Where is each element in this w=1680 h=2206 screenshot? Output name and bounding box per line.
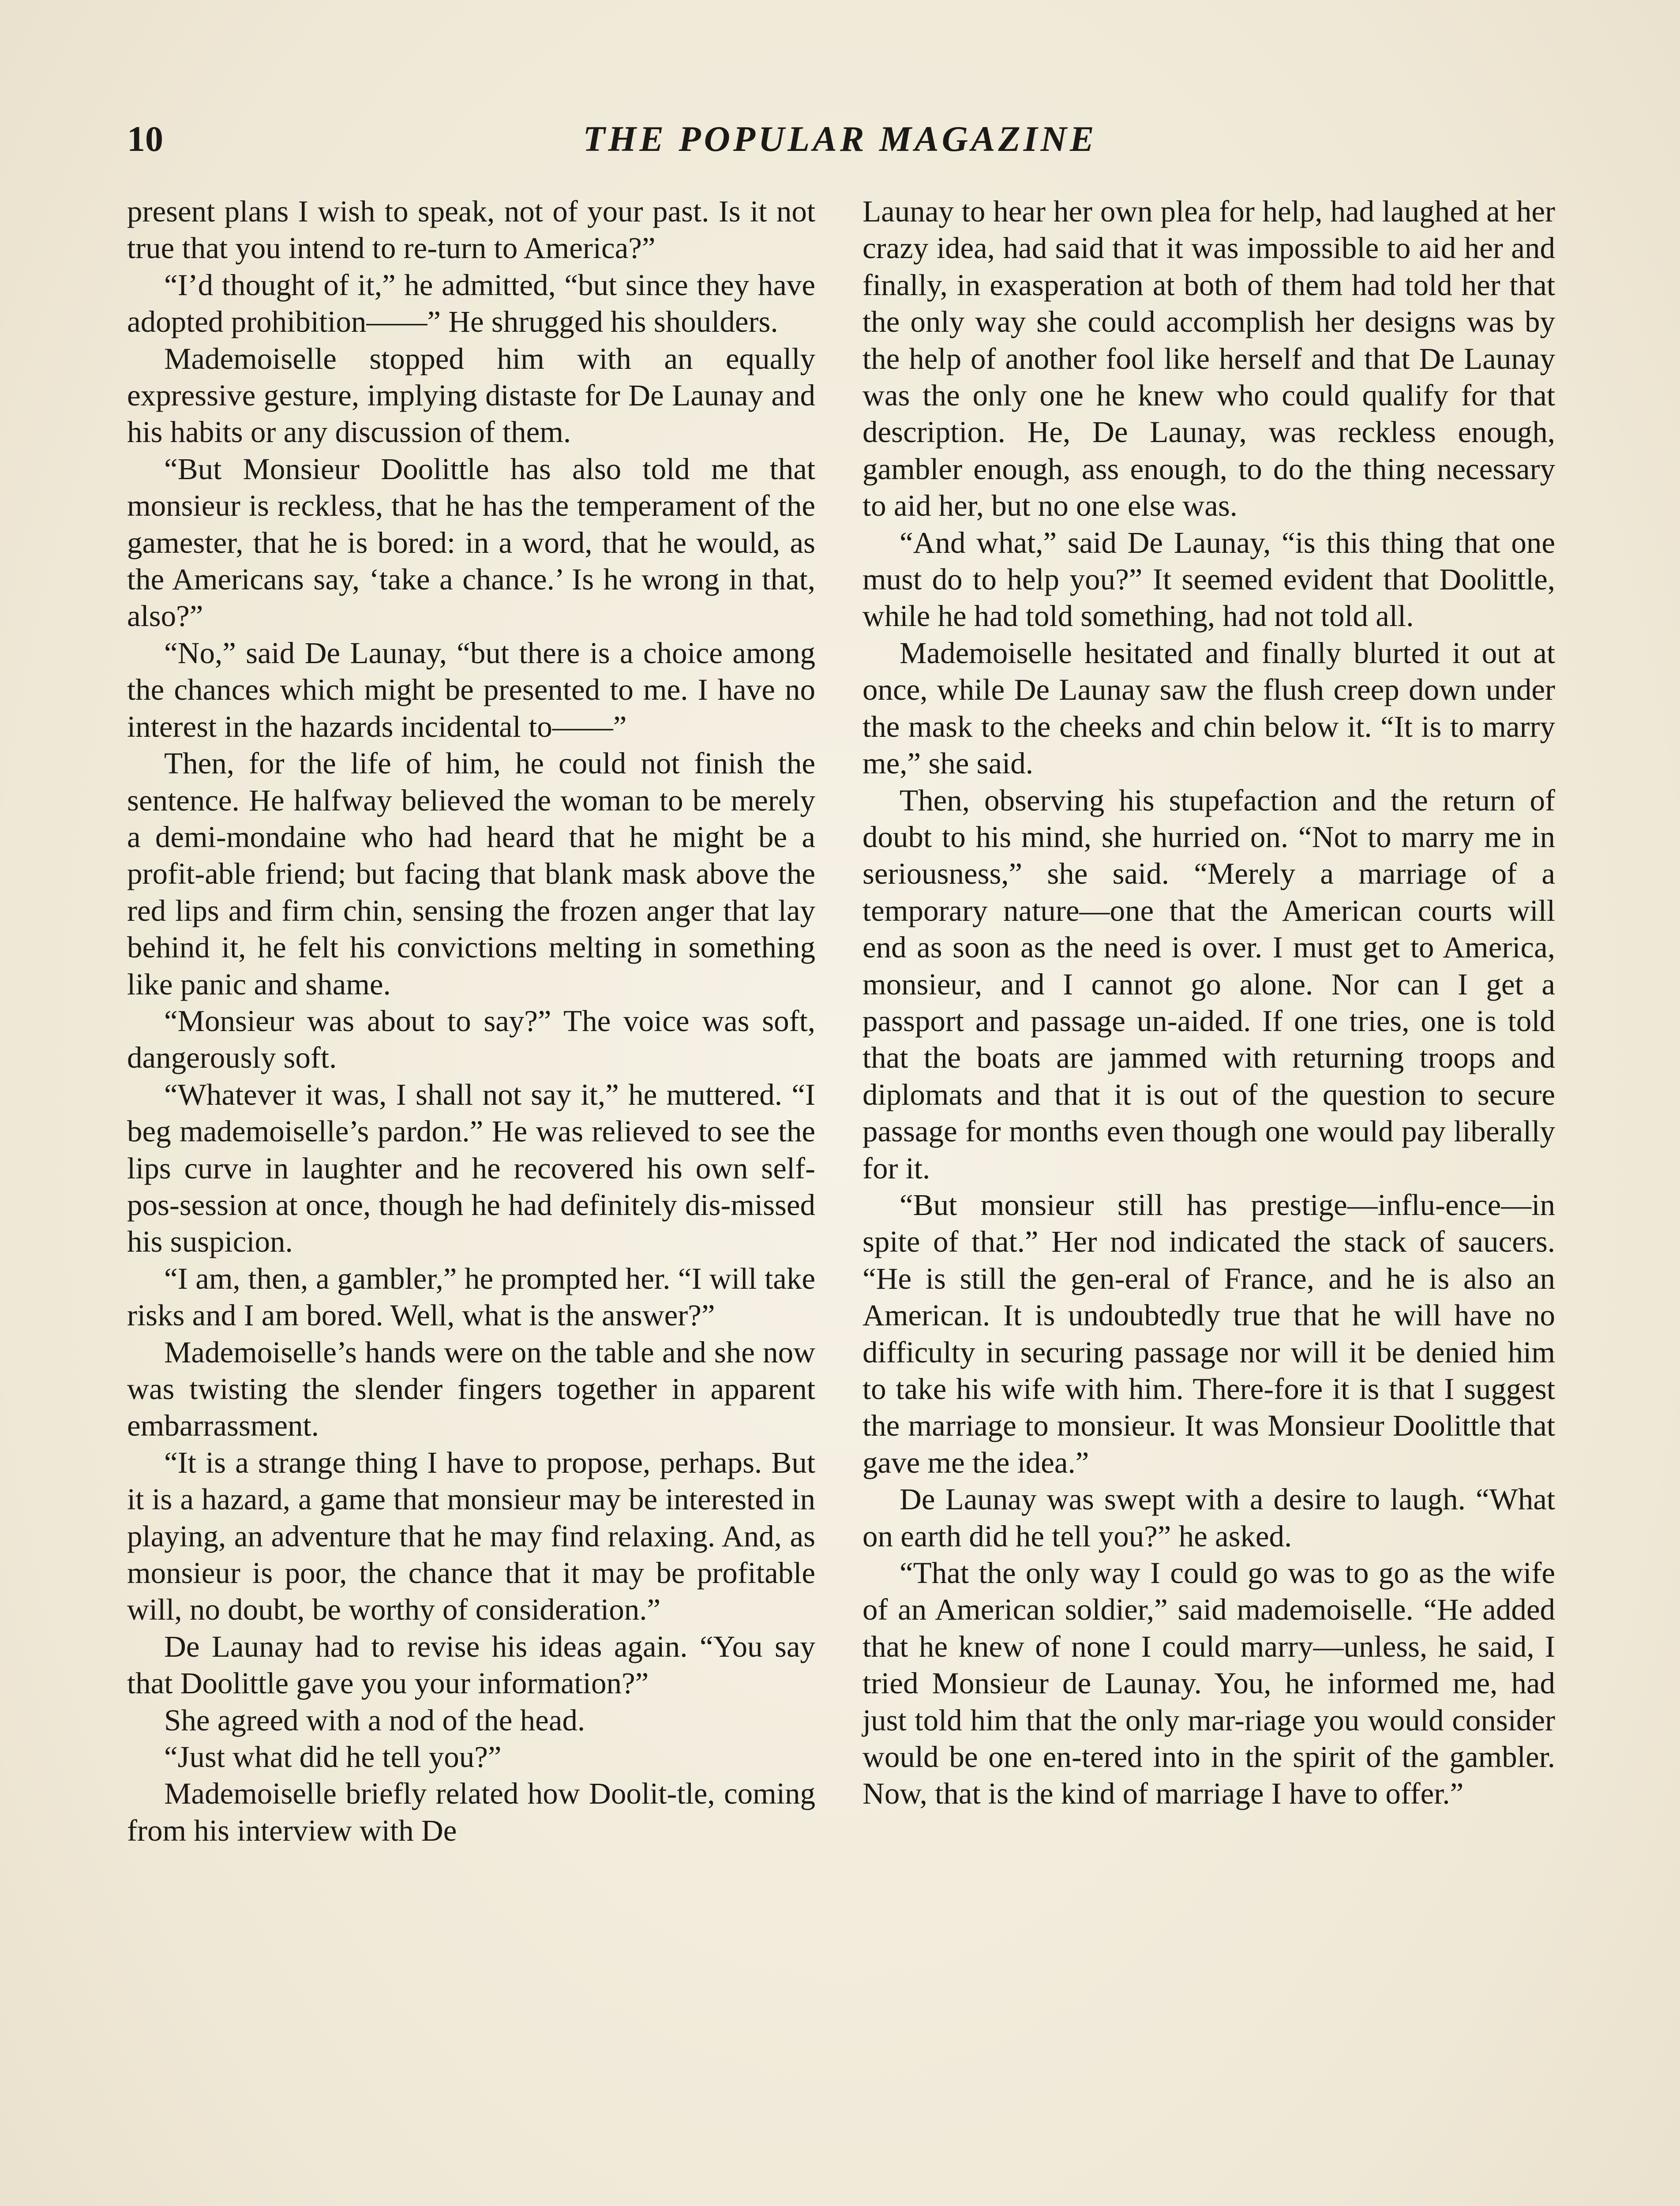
left-text-column (127, 193, 815, 1849)
paragraph: De Launay had to revise his ideas again. “You say that Doolittle gave you your information?” (127, 1629, 815, 1700)
magazine-title: THE POPULAR MAGAZINE (583, 119, 1097, 159)
paragraph: Then, observing his stupefaction and the return of doubt to his mind, she hurried on. “Not to marry me in seriousness,” she said. “Merely a marriage of a temporary nature—one that the American courts will end as soon as the need is over. I must get to America, monsieur, and I cannot go alone. Nor can I get a passport and passage un-aided. If one tries, one is told that the boats are jammed with returning troops and diplomats and that it is out of the question to secure passage for months even though one would pay liberally for it. (862, 783, 1555, 1185)
paragraph: Mademoiselle’s hands were on the table and she now was twisting the slender fingers together in apparent embarrassment. (127, 1335, 815, 1443)
paragraph: “But monsieur still has prestige—influ-ence—in spite of that.” Her nod indicated the stack of saucers. “He is still the gen-eral of France, and he is also an American. It is undoubtedly true that he will have no difficulty in securing passage nor will it be denied him to take his wife with him. There-fore it is that I suggest the marriage to monsieur. It was Monsieur Doolittle that gave me the idea.” (862, 1188, 1555, 1479)
paragraph: Mademoiselle stopped him with an equally expressive gesture, implying distaste for De Launay and his habits or any discussion of them. (127, 341, 815, 449)
paragraph: “But Monsieur Doolittle has also told me that monsieur is reckless, that he has the temperament of the gamester, that he is bored: in a word, that he would, as the Americans say, ‘take a chance.’ Is he wrong in that, also?” (127, 452, 815, 633)
paragraph: “No,” said De Launay, “but there is a choice among the chances which might be presented to me. I have no interest in the hazards incidental to——” (127, 636, 815, 743)
paragraph: “Whatever it was, I shall not say it,” he muttered. “I beg mademoiselle’s pardon.” He was relieved to see the lips curve in laughter and he recovered his own self-pos-session at once, though he had definitely dis-missed his suspicion. (127, 1077, 815, 1259)
paragraph: “And what,” said De Launay, “is this thing that one must do to help you?” It seemed evident that Doolittle, while he had told something, had not told all. (862, 525, 1555, 633)
paragraph: “I’d thought of it,” he admitted, “but since they have adopted prohibition——” He shrugged his shoulders. (127, 268, 815, 339)
paragraph: “I am, then, a gambler,” he prompted her. “I will take risks and I am bored. Well, what is the answer?” (127, 1261, 815, 1332)
paragraph: present plans I wish to speak, not of your past. Is it not true that you intend to re-turn to America?” (127, 195, 815, 265)
right-text-column (862, 193, 1555, 1812)
running-head (127, 110, 1553, 168)
paragraph: Mademoiselle hesitated and finally blurted it out at once, while De Launay saw the flush creep down under the mask to the cheeks and chin below it. “It is to marry me,” she said. (862, 636, 1555, 780)
paragraph: “That the only way I could go was to go as the wife of an American soldier,” said mademoiselle. “He added that he knew of none I could marry—unless, he said, I tried Monsieur de Launay. You, he informed me, had just told him that the only mar-riage you would consider would be one en-tered into in the spirit of the gambler. Now, that is the kind of marriage I have to offer.” (862, 1556, 1555, 1811)
paragraph: De Launay was swept with a desire to laugh. “What on earth did he tell you?” he asked. (862, 1482, 1555, 1553)
paragraph: “Monsieur was about to say?” The voice was soft, dangerously soft. (127, 1004, 815, 1075)
paragraph: Then, for the life of him, he could not finish the sentence. He halfway believed the woman to be merely a demi-mondaine who had heard that he might be a profit-able friend; but facing that blank mask above the red lips and firm chin, sensing the frozen anger that lay behind it, he felt his convictions melting in something like panic and shame. (127, 747, 815, 1001)
paragraph: Mademoiselle briefly related how Doolit-tle, coming from his interview with De (127, 1777, 815, 1847)
paragraph: “Just what did he tell you?” (164, 1740, 502, 1774)
paragraph: “It is a strange thing I have to propose, perhaps. But it is a hazard, a game that monsieur may be interested in playing, an adventure that he may find relaxing. And, as monsieur is poor, the chance that it may be profitable will, no doubt, be worthy of consideration.” (127, 1445, 815, 1627)
paragraph: Launay to hear her own plea for help, had laughed at her crazy idea, had said that it was impossible to aid her and finally, in exasperation at both of them had told her that the only way she could accomplish her designs was by the help of another fool like herself and that De Launay was the only one he knew who could qualify for that description. He, De Launay, was reckless enough, gambler enough, ass enough, to do the thing necessary to aid her, but no one else was. (862, 195, 1555, 523)
page-number: 10 (127, 119, 163, 159)
paragraph: She agreed with a nod of the head. (164, 1703, 585, 1737)
